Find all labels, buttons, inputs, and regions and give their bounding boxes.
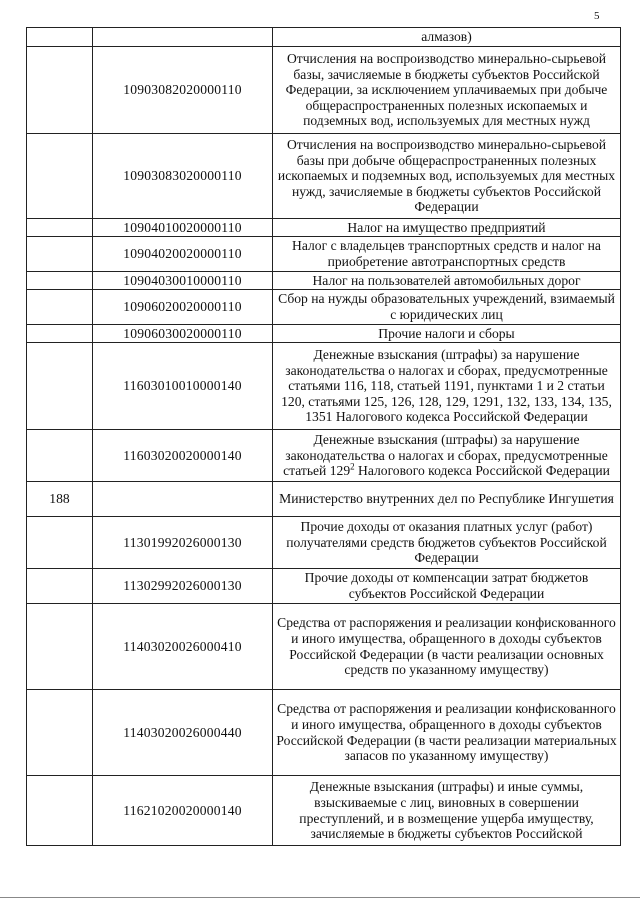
revenue-name-cell: Налог с владельцев транспортных средств и налог на приобретение автотранспортных средств (273, 237, 621, 272)
revenue-code-cell: 11603010010000140 (93, 343, 273, 430)
table-row (27, 482, 621, 517)
revenue-name-cell: Средства от распоряжения и реализации конфискованного и иного имущества, обращенного в доходы субъектов Российской Федерации (в части реализации основных средств по указанному имуществу) (273, 604, 621, 690)
table-row (27, 28, 621, 47)
admin-code-cell (27, 237, 93, 272)
revenue-code-cell: 10906030020000110 (93, 325, 273, 343)
revenue-name-cell: Денежные взыскания (штрафы) за нарушение законодательства о налогах и сборах, предусмотренные статьями 116, 118, статьей 1191, пунктами 1 и 2 статьи 120, статьями 125, 126, 128, 129, 1291, 132, 133, 134, 135, 1351 Налогового кодекса Российской Федерации (273, 343, 621, 430)
revenue-code-cell: 10903083020000110 (93, 134, 273, 219)
revenue-code-cell: 10904020020000110 (93, 237, 273, 272)
admin-code-cell (27, 290, 93, 325)
admin-code-cell (27, 272, 93, 290)
revenue-name-cell (273, 430, 621, 482)
revenue-name-cell: Денежные взыскания (штрафы) и иные суммы, взыскиваемые с лиц, виновных в совершении преступлений, и в возмещение ущерба имуществу, зачисляемые в бюджеты субъектов Российской (273, 776, 621, 846)
page-number: 5 (594, 10, 600, 22)
revenue-code-cell (93, 482, 273, 517)
table-row (27, 343, 621, 430)
revenue-name-cell: Налог на пользователей автомобильных дорог (273, 272, 621, 290)
table-row (27, 237, 621, 272)
table-row (27, 517, 621, 569)
revenue-codes-table (26, 27, 621, 846)
table-row (27, 776, 621, 846)
table-row (27, 325, 621, 343)
table-row (27, 569, 621, 604)
revenue-code-cell: 10906020020000110 (93, 290, 273, 325)
revenue-name-cell: Отчисления на воспроизводство минерально-сырьевой базы при добыче общераспространенных полезных ископаемых и подземных вод, используемых для местных нужд, зачисляемые в бюджеты субъектов Российской Федерации (273, 134, 621, 219)
revenue-code-cell: 11621020020000140 (93, 776, 273, 846)
admin-code-cell (27, 28, 93, 47)
revenue-code-cell: 11403020026000440 (93, 690, 273, 776)
revenue-code-cell (93, 28, 273, 47)
revenue-name-cell: алмазов) (273, 28, 621, 47)
page-bottom-rule (0, 897, 640, 898)
table-row (27, 604, 621, 690)
admin-code-cell (27, 690, 93, 776)
table-row (27, 290, 621, 325)
table-row (27, 219, 621, 237)
administrator-name-cell: Министерство внутренних дел по Республике Ингушетия (273, 482, 621, 517)
revenue-name-cell: Средства от распоряжения и реализации конфискованного и иного имущества, обращенного в доходы субъектов Российской Федерации (в части реализации материальных запасов по указанному имуществу) (273, 690, 621, 776)
admin-code-cell (27, 343, 93, 430)
revenue-code-cell: 10904030010000110 (93, 272, 273, 290)
revenue-code-cell: 11302992026000130 (93, 569, 273, 604)
revenue-name-cell: Прочие доходы от компенсации затрат бюджетов субъектов Российской Федерации (273, 569, 621, 604)
revenue-name-cell: Прочие доходы от оказания платных услуг (работ) получателями средств бюджетов субъектов Российской Федерации (273, 517, 621, 569)
admin-code-cell (27, 219, 93, 237)
revenue-name-cell: Налог на имущество предприятий (273, 219, 621, 237)
revenue-code-cell: 10904010020000110 (93, 219, 273, 237)
revenue-name-cell: Сбор на нужды образовательных учреждений, взимаемый с юридических лиц (273, 290, 621, 325)
article-superscript: 2 (350, 461, 355, 472)
revenue-name-text: Налогового кодекса Российской Федерации (354, 463, 610, 479)
admin-code-cell: 188 (27, 482, 93, 517)
revenue-name-cell: Отчисления на воспроизводство минерально-сырьевой базы, зачисляемые в бюджеты субъектов Российской Федерации, за исключением уплачиваемых при добыче общераспространенных полезных ископаемых и подземных вод, используемых для местных нужд (273, 47, 621, 134)
admin-code-cell (27, 517, 93, 569)
admin-code-cell (27, 776, 93, 846)
admin-code-cell (27, 430, 93, 482)
revenue-code-cell: 11301992026000130 (93, 517, 273, 569)
revenue-code-cell: 11403020026000410 (93, 604, 273, 690)
table-row (27, 272, 621, 290)
admin-code-cell (27, 134, 93, 219)
admin-code-cell (27, 604, 93, 690)
table-row (27, 47, 621, 134)
revenue-name-text: Денежные взыскания (штрафы) за нарушение законодательства о налогах и сборах, предусмотренные статьей 129 (283, 432, 608, 479)
table-row (27, 134, 621, 219)
table-row (27, 430, 621, 482)
revenue-name-cell: Прочие налоги и сборы (273, 325, 621, 343)
revenue-code-cell: 10903082020000110 (93, 47, 273, 134)
admin-code-cell (27, 47, 93, 134)
admin-code-cell (27, 325, 93, 343)
revenue-code-cell: 11603020020000140 (93, 430, 273, 482)
admin-code-cell (27, 569, 93, 604)
table-row (27, 690, 621, 776)
